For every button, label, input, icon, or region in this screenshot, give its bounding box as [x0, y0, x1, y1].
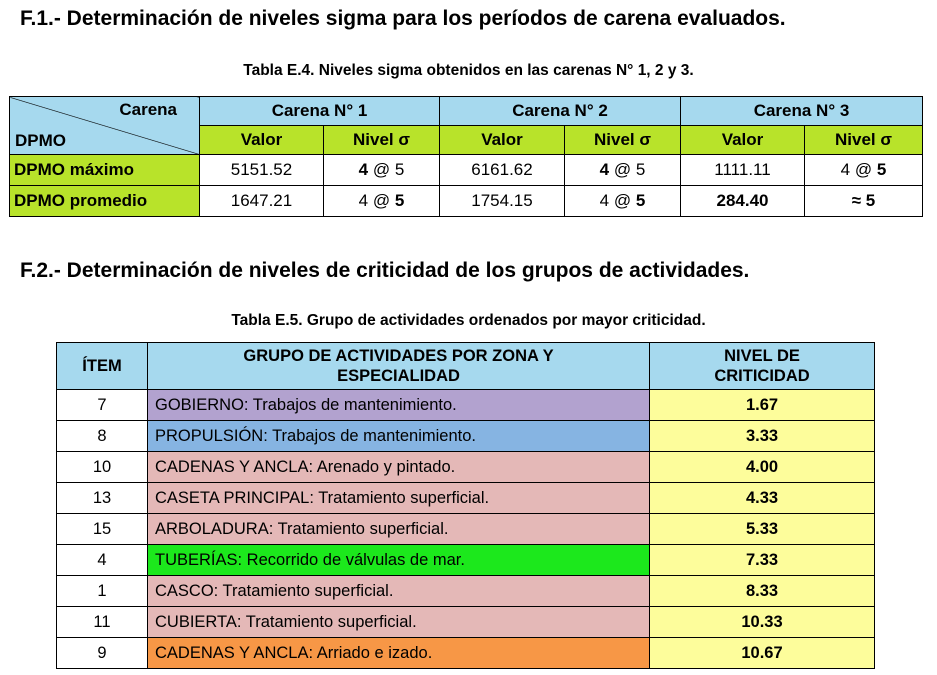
section-f1-heading: F.1.- Determinación de niveles sigma para los períodos de carena evaluados.: [20, 7, 786, 30]
group-header-line1: GRUPO DE ACTIVIDADES POR ZONA Y: [243, 347, 554, 365]
nivel-cell: [805, 186, 923, 217]
item-header: ÍTEM: [57, 343, 148, 390]
valor-cell: [440, 155, 565, 186]
table-row: [57, 545, 875, 576]
valor-header: Valor: [440, 126, 565, 155]
carena-3-header: Carena N° 3: [681, 97, 923, 126]
valor-value: 284.40: [716, 191, 769, 210]
group-cell: CASETA PRINCIPAL: Tratamiento superficial.: [148, 483, 650, 514]
nivel-cell: [565, 155, 681, 186]
item-cell: 13: [57, 483, 148, 514]
nivel-high: 5: [865, 191, 876, 210]
table-row: [57, 452, 875, 483]
valor-cell: [200, 155, 324, 186]
nivel-high: 5: [394, 191, 405, 210]
table-row: [57, 576, 875, 607]
sigma-row: [10, 186, 923, 217]
group-cell: CADENAS Y ANCLA: Arenado y pintado.: [148, 452, 650, 483]
level-cell: 10.67: [650, 638, 875, 669]
nivel-high: 5: [394, 160, 405, 179]
group-cell: CADENAS Y ANCLA: Arriado e izado.: [148, 638, 650, 669]
item-cell: 4: [57, 545, 148, 576]
valor-value: 1647.21: [230, 191, 293, 210]
nivel-high: 5: [876, 160, 887, 179]
carena-2-header: Carena N° 2: [440, 97, 681, 126]
valor-value: 1754.15: [471, 191, 533, 210]
valor-header: Valor: [681, 126, 805, 155]
valor-value: 6161.62: [471, 160, 533, 179]
nivel-separator: @: [609, 191, 636, 210]
nivel-low: 4: [599, 160, 610, 179]
level-cell: 4.00: [650, 452, 875, 483]
valor-cell: [200, 186, 324, 217]
valor-header: Valor: [200, 126, 324, 155]
item-cell: 15: [57, 514, 148, 545]
group-cell: ARBOLADURA: Tratamiento superficial.: [148, 514, 650, 545]
group-cell: GOBIERNO: Trabajos de mantenimiento.: [148, 390, 650, 421]
nivel-low: 4: [599, 191, 610, 210]
nivel-low: 4: [840, 160, 851, 179]
group-cell: PROPULSIÓN: Trabajos de mantenimiento.: [148, 421, 650, 452]
table-row: [57, 390, 875, 421]
corner-bottom-label: DPMO: [15, 131, 66, 150]
nivel-cell: [565, 186, 681, 217]
nivel-cell: [805, 155, 923, 186]
group-header-line2: ESPECIALIDAD: [337, 367, 460, 385]
nivel-low: 4: [358, 160, 369, 179]
nivel-separator: @: [609, 160, 636, 179]
valor-cell: [681, 155, 805, 186]
level-cell: 8.33: [650, 576, 875, 607]
item-cell: 8: [57, 421, 148, 452]
level-cell: 3.33: [650, 421, 875, 452]
item-cell: 1: [57, 576, 148, 607]
level-header-line2: CRITICIDAD: [714, 367, 810, 385]
nivel-separator: @: [368, 160, 395, 179]
nivel-high: 5: [635, 191, 646, 210]
row-label: DPMO promedio: [10, 186, 200, 217]
nivel-low: 4: [358, 191, 369, 210]
level-header: [650, 343, 875, 390]
table-row: [57, 421, 875, 452]
nivel-separator: ≈: [851, 191, 866, 210]
corner-header-cell: [10, 97, 200, 155]
table-e4-caption: Tabla E.4. Niveles sigma obtenidos en las carenas N° 1, 2 y 3.: [243, 62, 694, 79]
item-cell: 10: [57, 452, 148, 483]
group-cell: TUBERÍAS: Recorrido de válvulas de mar.: [148, 545, 650, 576]
carena-1-header: Carena N° 1: [200, 97, 440, 126]
table-e5-caption: Tabla E.5. Grupo de actividades ordenados por mayor criticidad.: [231, 312, 706, 329]
nivel-header: Nivel σ: [324, 126, 440, 155]
valor-cell: [681, 186, 805, 217]
table-row: [57, 638, 875, 669]
nivel-cell: [324, 186, 440, 217]
item-cell: 7: [57, 390, 148, 421]
group-header: [148, 343, 650, 390]
section-f2-heading: F.2.- Determinación de niveles de criticidad de los grupos de actividades.: [20, 259, 750, 282]
level-cell: 7.33: [650, 545, 875, 576]
sigma-row: [10, 155, 923, 186]
nivel-header: Nivel σ: [565, 126, 681, 155]
valor-value: 1111.11: [714, 160, 771, 179]
nivel-separator: @: [368, 191, 395, 210]
level-cell: 10.33: [650, 607, 875, 638]
table-row: [57, 607, 875, 638]
criticality-table: [56, 342, 875, 669]
table-row: [57, 514, 875, 545]
nivel-cell: [324, 155, 440, 186]
sigma-levels-table: [9, 96, 923, 217]
table-row: [57, 483, 875, 514]
level-cell: 5.33: [650, 514, 875, 545]
corner-top-label: Carena: [119, 100, 177, 119]
level-cell: 1.67: [650, 390, 875, 421]
level-header-line1: NIVEL DE: [724, 347, 800, 365]
valor-value: 5151.52: [230, 160, 293, 179]
item-cell: 9: [57, 638, 148, 669]
group-cell: CUBIERTA: Tratamiento superficial.: [148, 607, 650, 638]
valor-cell: [440, 186, 565, 217]
nivel-high: 5: [635, 160, 646, 179]
level-cell: 4.33: [650, 483, 875, 514]
nivel-header: Nivel σ: [805, 126, 923, 155]
row-label: DPMO máximo: [10, 155, 200, 186]
item-cell: 11: [57, 607, 148, 638]
group-cell: CASCO: Tratamiento superficial.: [148, 576, 650, 607]
nivel-separator: @: [850, 160, 877, 179]
